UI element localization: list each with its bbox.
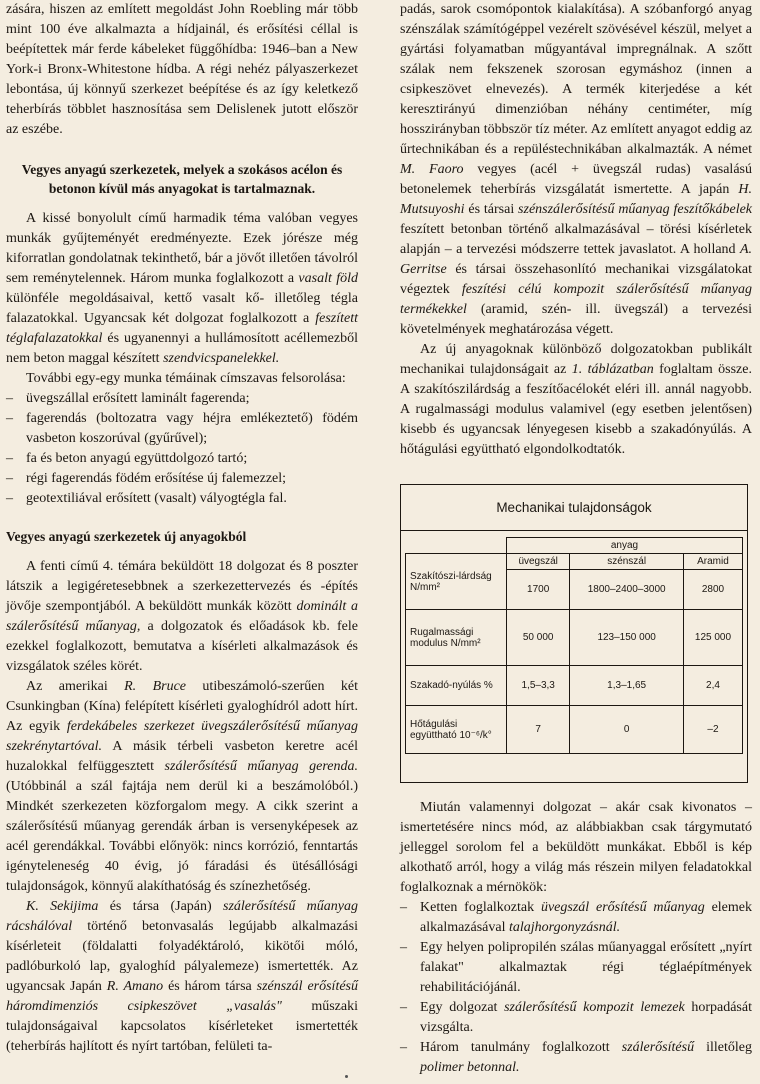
table-cell: 1800–2400–3000 bbox=[570, 570, 684, 610]
row-label-elongation: Szakadó-nyúlás % bbox=[406, 666, 507, 706]
table-cell: 125 000 bbox=[683, 610, 742, 666]
table-cell: 123–150 000 bbox=[570, 610, 684, 666]
properties-table-box bbox=[400, 484, 748, 783]
list-item: – Ketten foglalkoztak üvegszál erősítésű műanyag elemek alkalmazásával talajhorgonyzásnál. bbox=[400, 898, 752, 938]
list-item: – régi fagerendás födém erősítése új falemezzel; bbox=[6, 469, 358, 489]
table-column-row bbox=[406, 554, 743, 570]
table-cell: 1,3–1,65 bbox=[570, 666, 684, 706]
list-item: – Egy dolgozat szálerősítésű kompozit lemezek horpadását vizsgálta. bbox=[400, 998, 752, 1038]
left-paragraph-1: zására, hiszen az említett megoldást John Roebling már több mint 100 éve alkalmazta a hídjainál, és erősítési céllal is beépítettek már ferde kábeleket függőhídba: 1946–ban a New York-i Bronx-Whitestone hídba. A régi nehéz pályaszerkezet lebontása, új könnyű szerkezet beépítése és az így keletkező teherbírás többlet hasznosítása sem Delislenek jutott először az eszébe. bbox=[6, 2, 358, 137]
right-paragraph-3: Miután valamennyi dolgozat – akár csak kivonatos – ismertetésére nincs mód, az alábbiakban csak tárgymutató jelleggel sorolom fel a beküldött munkákat. Ebből is kép alkothatő arról, hogy a világ más részein milyen feladatokkal foglalkoznak a mérnökök: bbox=[400, 800, 752, 895]
list-item: – fagerendás (boltozatra vagy héjra emlékeztető) födém vasbeton koszorúval (gyűrűvel); bbox=[6, 409, 358, 449]
row-label-modulus: Rugalmassági modulus N/mm² bbox=[406, 610, 507, 666]
left-paragraph-2: A kissé bonyolult című harmadik téma valóban vegyes munkák gyűjteményét eredményezte. Ezek jórésze még kiforratlan gondolatnak tekinthető, bár a jövőt illetően távolról sem reménytelennek. Három munka foglalkozott a vasalt föld különféle megoldásaival, kettő vasalt kő- illetőleg tégla falazatokkal. Ugyancsak két dolgozat foglalkozott a feszített téglafalazatokkal és ugyanennyi a hullámosított acéllemezből nem beton maggal készített szendvicspanelekkel. bbox=[6, 211, 358, 366]
table-row bbox=[406, 706, 743, 754]
left-column bbox=[6, 0, 358, 1057]
list-item: – geotextiliával erősített (vasalt) vályogtégla fal. bbox=[6, 489, 358, 509]
column-header: üvegszál bbox=[507, 554, 570, 570]
table-title: Mechanikai tulajdonságok bbox=[401, 485, 747, 531]
left-paragraph-3: További egy-egy munka témáinak címszavas felsorolása: bbox=[26, 371, 346, 386]
row-label-tensile: Szakítószi-lárdság N/mm² bbox=[406, 554, 507, 610]
column-header: Aramid bbox=[683, 554, 742, 570]
table-cell: 2,4 bbox=[683, 666, 742, 706]
table-cell: 2800 bbox=[683, 570, 742, 610]
list-item: – Három tanulmány foglalkozott szálerősítésű illetőleg polimer betonnal. bbox=[400, 1038, 752, 1078]
right-column-bottom bbox=[400, 798, 752, 1078]
table-header-row bbox=[406, 538, 743, 554]
right-column bbox=[400, 0, 752, 460]
table-cell: –2 bbox=[683, 706, 742, 754]
table-row bbox=[406, 610, 743, 666]
table-cell: 1700 bbox=[507, 570, 570, 610]
page-mark bbox=[345, 1075, 348, 1078]
table-cell: 7 bbox=[507, 706, 570, 754]
left-paragraph-6: K. Sekijima és társa (Japán) szálerősítésű műanyag rácshálóval történő betonvasalás legújabb alkalmazási kísérleteit (földalatti folyadéktároló, kikötői móló, padlóburkoló lap, gyaloghíd pályalemeze) ismertették. Az ugyancsak Japán R. Amano és három társa szénszál erősítésű háromdimenziós csipkeszövet „vasalás" műszaki tulajdonságaival kapcsolatos kísérleteket ismertették (teherbírás hajlított és nyírt tartóban, felületi ta- bbox=[6, 899, 359, 1054]
table-cell: 50 000 bbox=[507, 610, 570, 666]
table-cell: 0 bbox=[570, 706, 684, 754]
table-group-header: anyag bbox=[507, 538, 743, 554]
table-cell: 1,5–3,3 bbox=[507, 666, 570, 706]
section-heading-new-materials: Vegyes anyagú szerkezetek új anyagokból bbox=[6, 529, 247, 544]
topic-list bbox=[6, 389, 358, 509]
right-paragraph-2: Az új anyagoknak különböző dolgozatokban publikált mechanikai tulajdonságait az 1. táblázatban foglaltam össze. A szakítószilárdság a feszítőacélokét eléri ill. annál nagyobb. A rugalmassági modulus valamivel (egy esetben jelentősen) kisebb és ugyancsak lényegesen kisebb a szakadónyúlás. A hőtágulási együttható elgondolkodtatók. bbox=[400, 342, 752, 457]
list-item: – üvegszállal erősített laminált fagerenda; bbox=[6, 389, 358, 409]
column-header: szénszál bbox=[570, 554, 684, 570]
left-paragraph-4: A fenti című 4. témára beküldött 18 dolgozat és 8 poszter látszik a legigéretesebbnek a szerkezettervezés és -építés jövője szempontjából. A beküldött munkák között dominált a szálerősítésű műanyag, a dolgozatok és előadások kb. fele ezekkel foglalkozott, bemutatva a kísérleti alkalmazások és vizsgálatok széles körét. bbox=[6, 559, 359, 674]
table-corner bbox=[406, 538, 507, 554]
properties-table bbox=[405, 537, 743, 754]
table-row bbox=[406, 666, 743, 706]
section-heading-mixed-materials: Vegyes anyagú szerkezetek, melyek a szokásos acélon és betonon kívül más anyagokat is tartalmaznak. bbox=[21, 162, 343, 196]
list-item: – Egy helyen polipropilén szálas műanyaggal erősített „nyírt falakat" alkalmaztak régi téglaépítmények rehabilitációjánál. bbox=[400, 938, 752, 998]
works-list bbox=[400, 898, 752, 1078]
list-item: – fa és beton anyagú együttdolgozó tartó; bbox=[6, 449, 358, 469]
right-paragraph-1: padás, sarok csomópontok kialakítása). A szóbanforgó anyag szénszálak számítógéppel vezérelt szövésével készül, melyet a gyártási folyamatban műgyantával impregnálnak. A szőtt szálak nem fekszenek szorosan egymáshoz (innen a csipkeszövet elnevezés). A termék kiterjedése a két keresztirányú dimenzióban néhány centiméter, míg hosszirányban többször tíz méter. Az említett anyagot eddig az űrtechnikában és a repüléstechnikában alkalmazták. A német M. Faoro vegyes (acél + üvegszál rudas) vasalású betonelemek teherbírás vizsgálatát ismertette. A japán H. Mutsuyoshi és társai szénszálerősítésű műanyag feszítőkábelek feszített betonban történő alkalmazásával – törési kísérletek alapján – a tervezési módszerre tettek javaslatot. A holland A. Gerritse és társai összehasonlító mechanikai vizsgálatokat végeztek feszítési célú kompozit szálerősítésű műanyag termékekkel (aramid, szén- ill. üvegszál) a tervezési követelmények meghatározása végett. bbox=[400, 2, 753, 337]
left-paragraph-5: Az amerikai R. Bruce utibeszámoló-szerűen két Csunkingban (Kína) felépített kísérleti gyaloghídról adott hírt. Az egyik ferdekábeles szerkezet üvegszálerősítésű műanyag szekrénytartóval. A másik térbeli vasbeton keretre acél huzalokkal felfüggesztett szálerősítésű műanyag gerenda. (Utóbbinál a szál fajtája nem derül ki a beszámolóból.) Mindkét szerkezeten közforgalom megy. A cikk szerint a szálerősítésű műanyag gerendák árban is versenyképesek az acél gerendákkal. További előnyök: nincs korrózió, fenntartás igényteleneség 40 évig, jó fáradási és ütésállósági tulajdonságok, könnyű alakíthatóság és színezhetőség. bbox=[6, 679, 359, 894]
row-label-thermal: Hőtágulási együttható 10⁻⁶/k° bbox=[406, 706, 507, 754]
